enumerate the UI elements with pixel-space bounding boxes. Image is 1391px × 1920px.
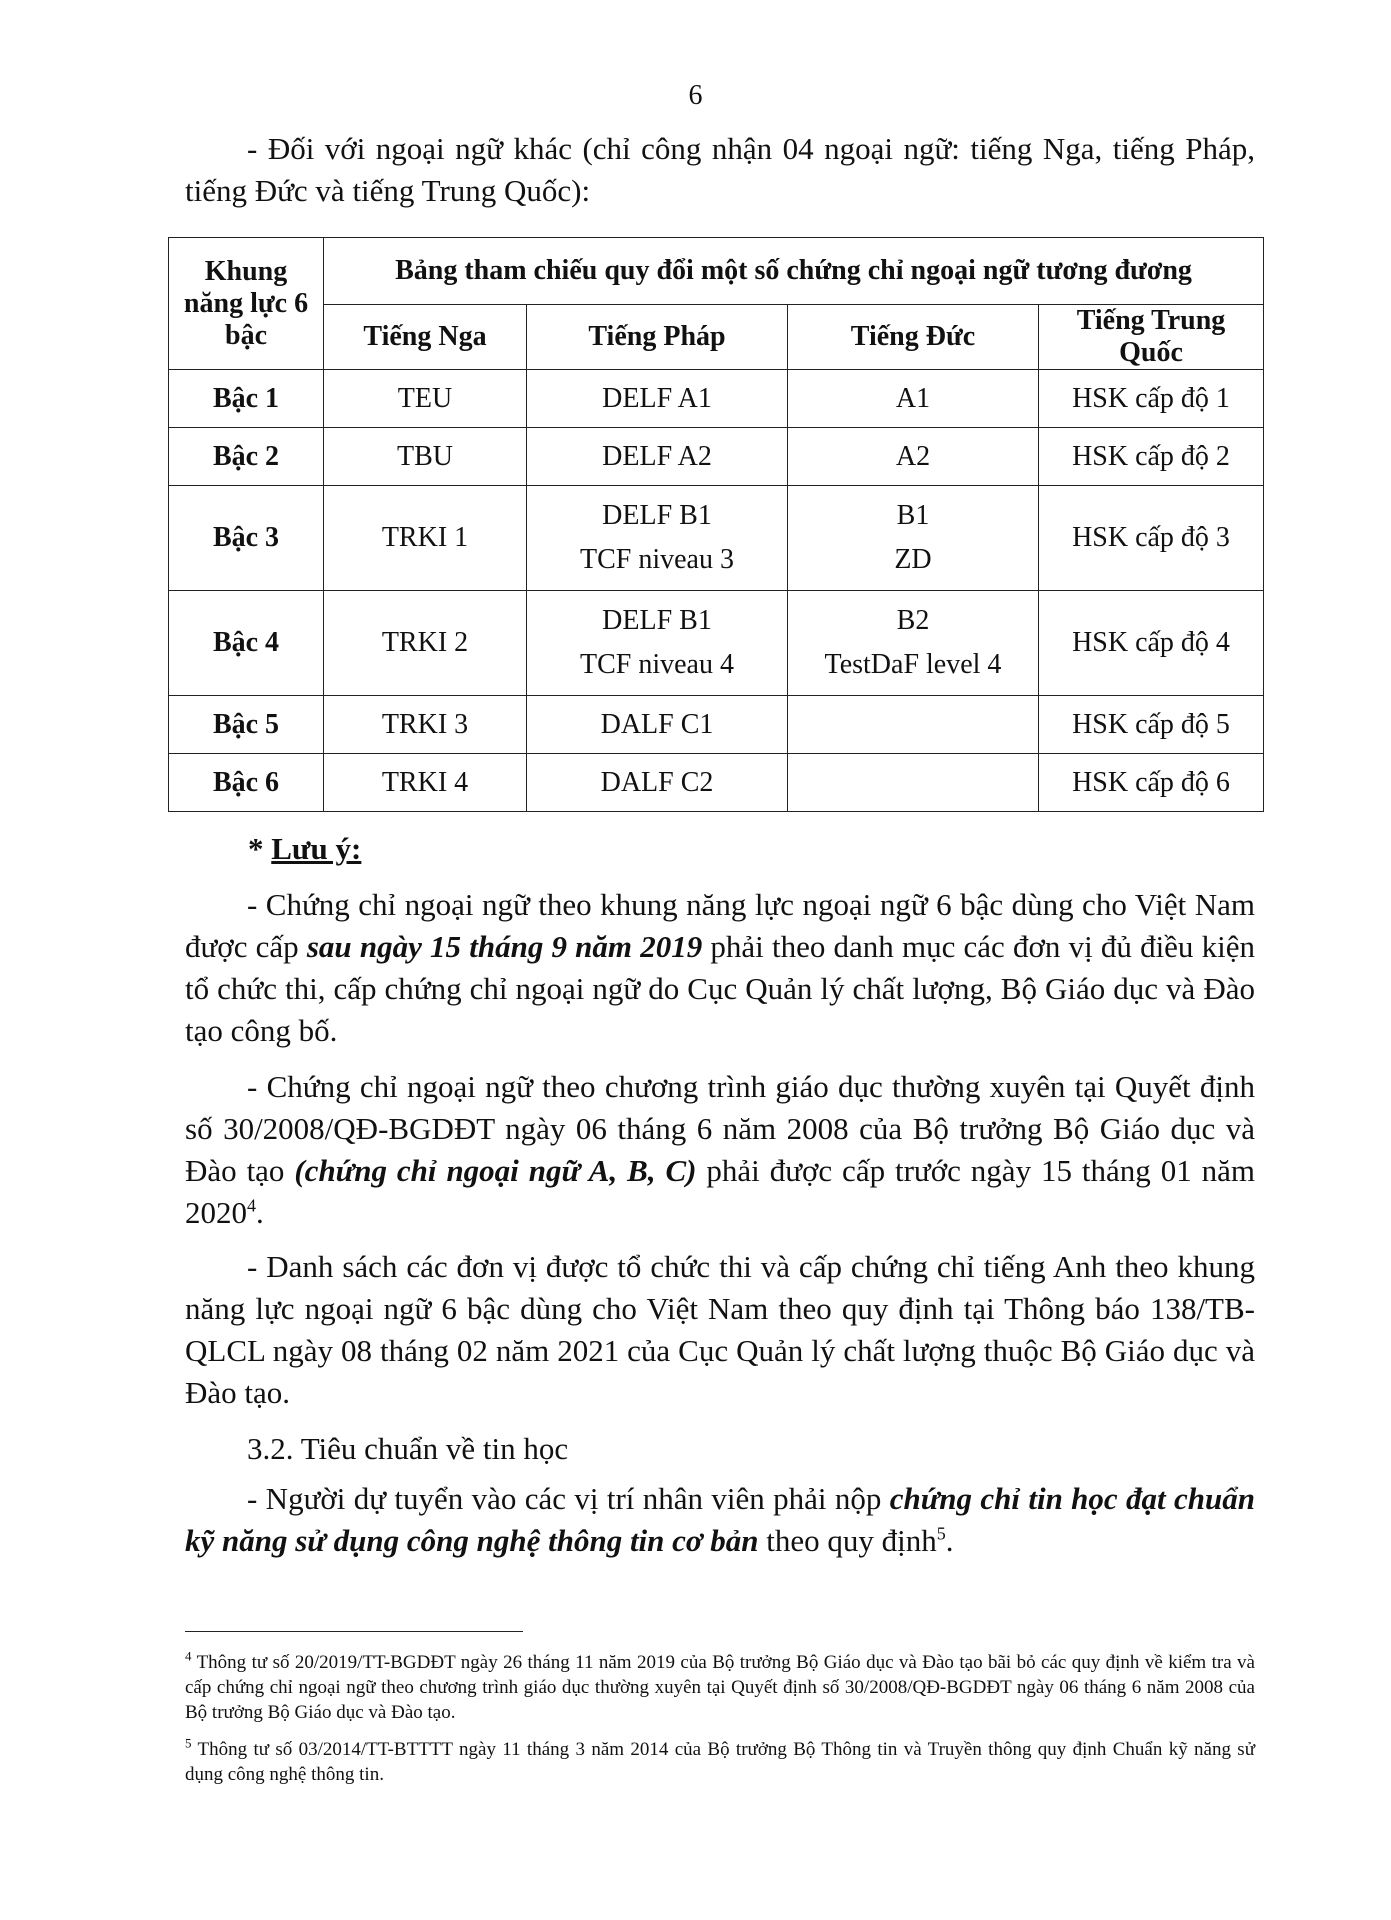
emphasis-date: sau ngày 15 tháng 9 năm 2019 xyxy=(306,929,703,964)
footnote-number: 4 xyxy=(185,1648,192,1664)
column-header-french: Tiếng Pháp xyxy=(527,305,788,370)
german-cell: A1 xyxy=(788,370,1039,428)
text-run: - Chứng chỉ ngoại ngữ theo chương trình giáo dục thường xuyên tại Quyết định số 30/2008/QĐ-BGDĐT ngày 06 tháng 6 năm 2008 của Bộ trưởng Bộ Giáo dục và Đào tạo xyxy=(185,1069,1255,1188)
german-cell xyxy=(788,591,1039,696)
footnote-text: Thông tư số 03/2014/TT-BTTTT ngày 11 tháng 3 năm 2014 của Bộ trưởng Bộ Thông tin và Truyền thông quy định Chuẩn kỹ năng sử dụng công nghệ thông tin. xyxy=(185,1739,1255,1785)
level-cell: Bậc 6 xyxy=(169,754,324,812)
level-cell: Bậc 4 xyxy=(169,591,324,696)
level-cell: Bậc 5 xyxy=(169,696,324,754)
footnote-divider xyxy=(185,1631,523,1632)
text-run: - Người dự tuyển vào các vị trí nhân viên phải nộp xyxy=(247,1481,890,1516)
level-cell: Bậc 3 xyxy=(169,486,324,591)
intro-paragraph: - Đối với ngoại ngữ khác (chỉ công nhận 04 ngoại ngữ: tiếng Nga, tiếng Pháp, tiếng Đức và tiếng Trung Quốc): xyxy=(185,131,1255,208)
french-cert: DELF B1 xyxy=(602,605,712,636)
text-run: - Chứng chỉ ngoại ngữ theo khung năng lực ngoại ngữ 6 bậc dùng cho Việt Nam được cấp xyxy=(185,887,1255,964)
french-cell: DELF A1 xyxy=(527,370,788,428)
level-cell: Bậc 2 xyxy=(169,428,324,486)
russian-cell: TBU xyxy=(324,428,527,486)
page-number: 6 xyxy=(688,80,703,111)
footnote-4 xyxy=(185,1650,1255,1725)
french-cell: DALF C1 xyxy=(527,696,788,754)
german-cell xyxy=(788,754,1039,812)
note-paragraph-2 xyxy=(185,1066,1255,1234)
section-heading-3-2: 3.2. Tiêu chuẩn về tin học xyxy=(247,1431,569,1466)
frame-header: Khung năng lực 6 bậc xyxy=(169,238,324,370)
note-paragraph-1 xyxy=(185,884,1255,1052)
table-row xyxy=(169,428,1264,486)
chinese-cell: HSK cấp độ 6 xyxy=(1039,754,1264,812)
german-cert: ZD xyxy=(894,544,932,575)
table-row xyxy=(169,696,1264,754)
level-cell: Bậc 1 xyxy=(169,370,324,428)
russian-cell: TRKI 3 xyxy=(324,696,527,754)
chinese-cell: HSK cấp độ 5 xyxy=(1039,696,1264,754)
table-row xyxy=(169,486,1264,591)
chinese-cell: HSK cấp độ 1 xyxy=(1039,370,1264,428)
russian-cell: TRKI 2 xyxy=(324,591,527,696)
note-paragraph-3: - Danh sách các đơn vị được tổ chức thi và cấp chứng chỉ tiếng Anh theo khung năng lực ngoại ngữ 6 bậc dùng cho Việt Nam theo quy định tại Thông báo 138/TB-QLCL ngày 08 tháng 02 năm 2021 của Cục Quản lý chất lượng thuộc Bộ Giáo dục và Đào tạo. xyxy=(185,1249,1255,1410)
text-run: phải được cấp trước ngày 15 tháng 01 năm 2020 xyxy=(185,1153,1255,1230)
russian-cell: TRKI 1 xyxy=(324,486,527,591)
german-cert: B2 xyxy=(896,605,930,636)
note-title: Lưu ý: xyxy=(271,831,362,866)
german-cell: A2 xyxy=(788,428,1039,486)
german-cell xyxy=(788,696,1039,754)
emphasis-it-certificate: chứng chỉ tin học đạt chuẩn kỹ năng sử dụng công nghệ thông tin cơ bản xyxy=(185,1481,1255,1558)
french-cell xyxy=(527,591,788,696)
column-header-chinese: Tiếng Trung Quốc xyxy=(1039,305,1264,370)
french-cell: DELF A2 xyxy=(527,428,788,486)
table-row xyxy=(169,754,1264,812)
text-run: . xyxy=(945,1523,954,1558)
footnote-ref-4[interactable]: 4 xyxy=(247,1195,256,1216)
french-cell: DALF C2 xyxy=(527,754,788,812)
text-run: theo quy định xyxy=(758,1523,937,1558)
certificate-table xyxy=(168,237,1264,812)
german-cert: TestDaF level 4 xyxy=(824,649,1002,680)
french-cert: TCF niveau 3 xyxy=(580,544,734,575)
footnote-number: 5 xyxy=(185,1735,192,1751)
chinese-cell: HSK cấp độ 4 xyxy=(1039,591,1264,696)
it-paragraph xyxy=(185,1478,1255,1562)
french-cert: TCF niveau 4 xyxy=(580,649,734,680)
main-header: Bảng tham chiếu quy đổi một số chứng chỉ ngoại ngữ tương đương xyxy=(324,238,1264,305)
column-header-german: Tiếng Đức xyxy=(788,305,1039,370)
french-cell xyxy=(527,486,788,591)
chinese-cell: HSK cấp độ 3 xyxy=(1039,486,1264,591)
footnote-5 xyxy=(185,1737,1255,1787)
text-run: phải theo danh mục các đơn vị đủ điều kiện tổ chức thi, cấp chứng chỉ ngoại ngữ do Cục Quản lý chất lượng, Bộ Giáo dục và Đào tạo công bố. xyxy=(185,929,1255,1048)
french-cert: DELF B1 xyxy=(602,500,712,531)
german-cell xyxy=(788,486,1039,591)
text-run: . xyxy=(256,1195,264,1230)
table-row xyxy=(169,591,1264,696)
column-header-russian: Tiếng Nga xyxy=(324,305,527,370)
footnote-text: Thông tư số 20/2019/TT-BGDĐT ngày 26 tháng 11 năm 2019 của Bộ trưởng Bộ Giáo dục và Đào tạo bãi bỏ các quy định về kiểm tra và cấp chứng chỉ ngoại ngữ theo chương trình giáo dục thường xuyên tại Quyết định số 30/2008/QĐ-BGDĐT ngày 06 tháng 6 năm 2008 của Bộ trưởng Bộ Giáo dục và Đào tạo. xyxy=(185,1652,1255,1723)
russian-cell: TRKI 4 xyxy=(324,754,527,812)
note-heading xyxy=(248,831,361,867)
german-cert: B1 xyxy=(896,500,930,531)
table-row xyxy=(169,370,1264,428)
footnote-ref-5[interactable]: 5 xyxy=(936,1523,946,1544)
note-prefix: * xyxy=(248,831,272,866)
russian-cell: TEU xyxy=(324,370,527,428)
emphasis-certificates: (chứng chỉ ngoại ngữ A, B, C) xyxy=(294,1153,697,1188)
chinese-cell: HSK cấp độ 2 xyxy=(1039,428,1264,486)
